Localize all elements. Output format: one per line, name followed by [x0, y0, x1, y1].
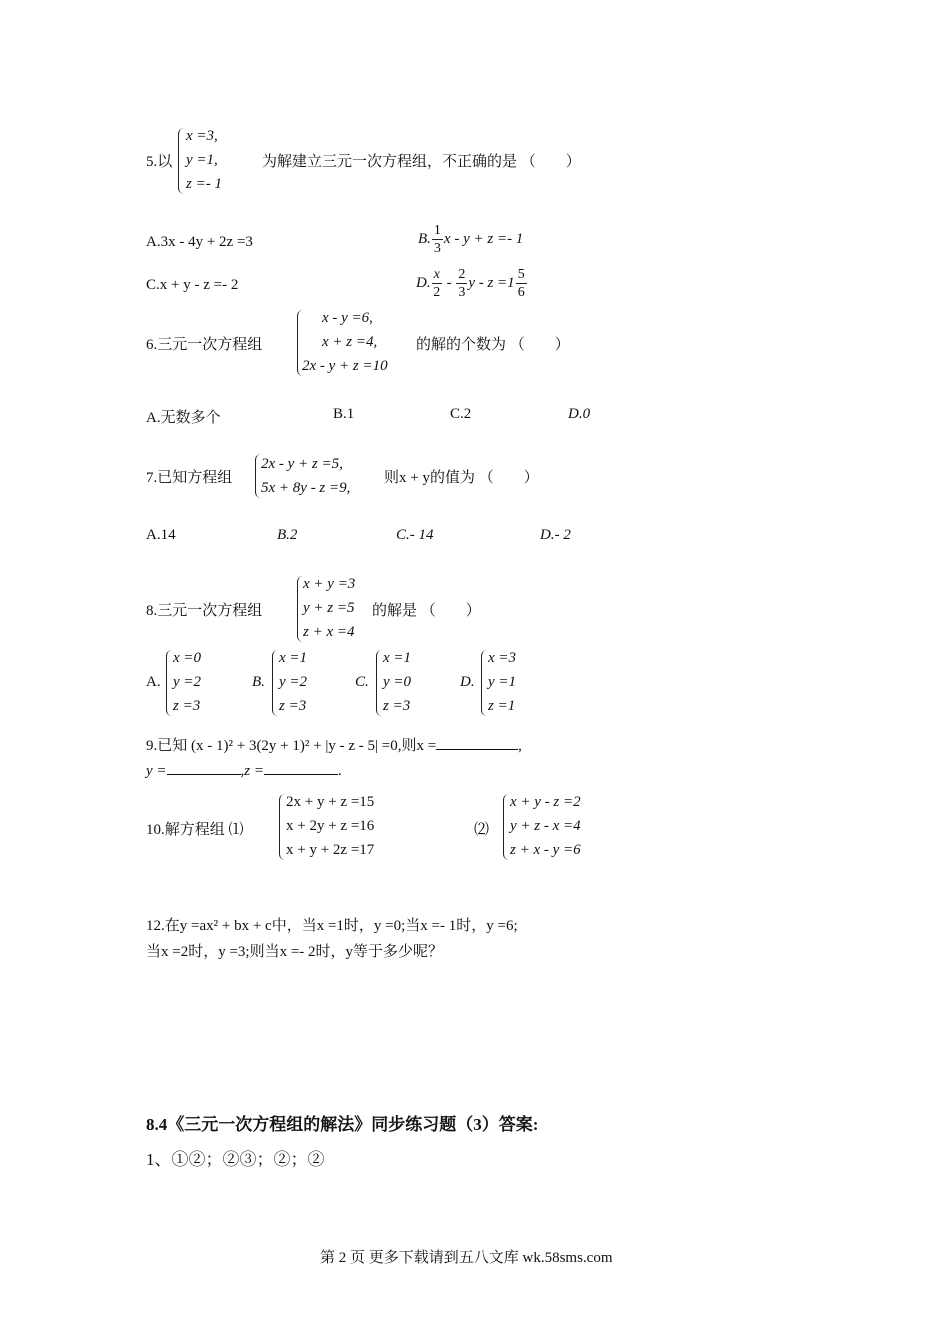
q5-eq1: x =3, [186, 128, 218, 144]
answers-title: 8.4《三元一次方程组的解法》同步练习题（3）答案: [146, 1115, 539, 1134]
q8-option-d-label: D. [460, 674, 475, 690]
q7-system: 2x - y + z =5, 5x + 8y - z =9, [261, 456, 351, 496]
q6-option-d: D.0 [568, 406, 591, 422]
q5-stem: 为解建立三元一次方程组，不正确的是 （ ） [262, 154, 581, 170]
q9-z-blank[interactable] [264, 760, 338, 775]
q7-stem: 则x + y的值为 （ ） [384, 470, 539, 486]
q10-brace-2 [503, 794, 510, 860]
q8-option-a-brace [166, 650, 172, 716]
q9-y-blank[interactable] [167, 760, 241, 775]
q6-stem: 的解的个数为 （ ） [416, 337, 570, 353]
q8-option-d-system: x =3 y =1 z =1 [488, 650, 517, 714]
q6-lead: 6.三元一次方程组 [146, 337, 263, 353]
q8-option-b-system: x =1 y =2 z =3 [279, 650, 308, 714]
q10-system-1: 2x + y + z =15 x + 2y + z =16 x + y + 2z =17 [286, 794, 375, 858]
q7-option-d: D.- 2 [540, 527, 571, 543]
q6-option-b: B.1 [333, 406, 355, 422]
q8-option-a-system: x =0 y =2 z =3 [173, 650, 202, 714]
q10-system-2: x + y - z =2 y + z - x =4 z + x - y =6 [510, 794, 581, 858]
q5-brace [178, 128, 185, 194]
q5-option-b: B. $\frac{1}{3}$ x - y + z =- 1 [418, 223, 524, 256]
q8-system: x + y =3 y + z =5 z + x =4 [303, 576, 356, 640]
q7-option-b: B.2 [277, 527, 298, 543]
q8-option-b-label: B. [252, 674, 265, 690]
q8-option-c-label: C. [355, 674, 369, 690]
q10-lead: 10.解方程组 ⑴ [146, 822, 244, 838]
q9-line1: 9.已知 (x - 1)² + 3(2y + 1)² + |y - z - 5| =0,则x = , [146, 734, 522, 755]
q9-line2: y = ,z = . [146, 760, 342, 780]
q6-option-c: C.2 [450, 406, 472, 422]
q6-option-a: A.无数多个 [146, 410, 221, 426]
q8-option-c-brace [376, 650, 382, 716]
q8-option-c-system: x =1 y =0 z =3 [383, 650, 412, 714]
q5-option-d: D. $\frac{x}{2}$ - $\frac{2}{3}$ y - z =1 $\frac{5}{6}$ [416, 267, 525, 300]
q7-lead: 7.已知方程组 [146, 470, 233, 486]
q5-system [186, 124, 222, 196]
q8-option-a-label: A. [146, 674, 161, 690]
q8-option-b-brace [272, 650, 278, 716]
q8-lead: 8.三元一次方程组 [146, 603, 263, 619]
q5-option-c: C.x + y - z =- 2 [146, 277, 239, 293]
q10-brace-1 [279, 794, 286, 860]
q12-line2: 当x =2时，y =3;则当x =- 2时，y等于多少呢？ [146, 944, 444, 960]
q6-system: x - y =6, x + z =4, 2x - y + z =10 [302, 310, 388, 374]
answers-line-1: 1、①②；②③；②；② [146, 1150, 325, 1169]
q9-x-blank[interactable] [436, 735, 518, 750]
q5-option-a: A.3x - 4y + 2z =3 [146, 234, 253, 250]
q5-eq2: y =1, [186, 152, 218, 168]
q7-option-a: A.14 [146, 527, 176, 543]
q7-option-c: C.- 14 [396, 527, 434, 543]
q5-eq3: z =- 1 [186, 176, 222, 192]
q12-line1: 12.在y =ax² + bx + c中，当x =1时，y =0;当x =- 1时，y =6; [146, 918, 518, 934]
page-footer: 第 2 页 更多下载请到五八文库 wk.58sms.com [320, 1250, 613, 1266]
q8-option-d-brace [481, 650, 487, 716]
q5-lead: 5.以 [146, 154, 173, 170]
q8-stem: 的解是 （ ） [372, 603, 481, 619]
q10-lead-2: ⑵ [474, 822, 490, 838]
